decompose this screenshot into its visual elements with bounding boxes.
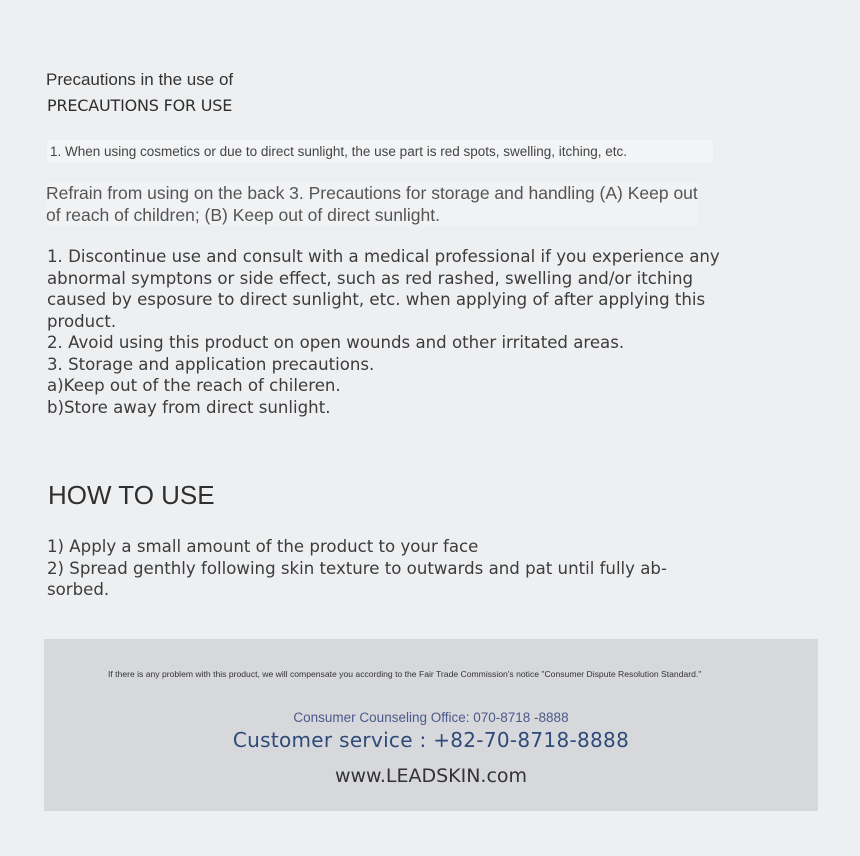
how-to-use-list <box>47 536 697 601</box>
refrain-paragraph: Refrain from using on the back 3. Precautions for storage and handling (A) Keep out of reach of children; (B) Keep out of direct sunlight. <box>46 183 698 225</box>
contact-footer <box>44 639 818 811</box>
precaution-note: 1. When using cosmetics or due to direct sunlight, the use part is red spots, swelling, itching, etc. <box>47 140 713 163</box>
how-to-step-1: 1) Apply a small amount of the product to your face <box>47 537 479 556</box>
website-link[interactable]: www.LEADSKIN.com <box>334 765 528 787</box>
how-to-step-2: 2) Spread genthly following skin texture to outwards and pat until fully ab-sorbed. <box>47 558 667 599</box>
counseling-office: Consumer Counseling Office: 070-8718 -8888 <box>293 710 569 725</box>
precautions-heading: PRECAUTIONS FOR USE <box>47 96 233 115</box>
precaution-item-3b: b)Store away from direct sunlight. <box>47 397 331 417</box>
precaution-item-3a: a)Keep out of the reach of chileren. <box>47 376 341 395</box>
customer-service-phone: Customer service : +82-70-8718-8888 <box>232 728 630 752</box>
how-to-use-heading: HOW TO USE <box>48 480 215 510</box>
compensation-notice: If there is any problem with this product, we will compensate you according to the Fair Trade Commission's notice "Consumer Dispute Resolution Standard." <box>108 669 702 679</box>
precautions-list <box>47 246 737 418</box>
precautions-heading-small: Precautions in the use of <box>46 70 234 89</box>
precaution-item-1: 1. Discontinue use and consult with a medical professional if you experience any abnormal symptons or side effect, such as red rashed, swelling and/or itching caused by esposure to direct sunlight, etc. when applying of after applying this product. <box>47 247 720 331</box>
precaution-item-3: 3. Storage and application precautions. <box>47 354 375 374</box>
precaution-item-2: 2. Avoid using this product on open wounds and other irritated areas. <box>47 333 625 352</box>
